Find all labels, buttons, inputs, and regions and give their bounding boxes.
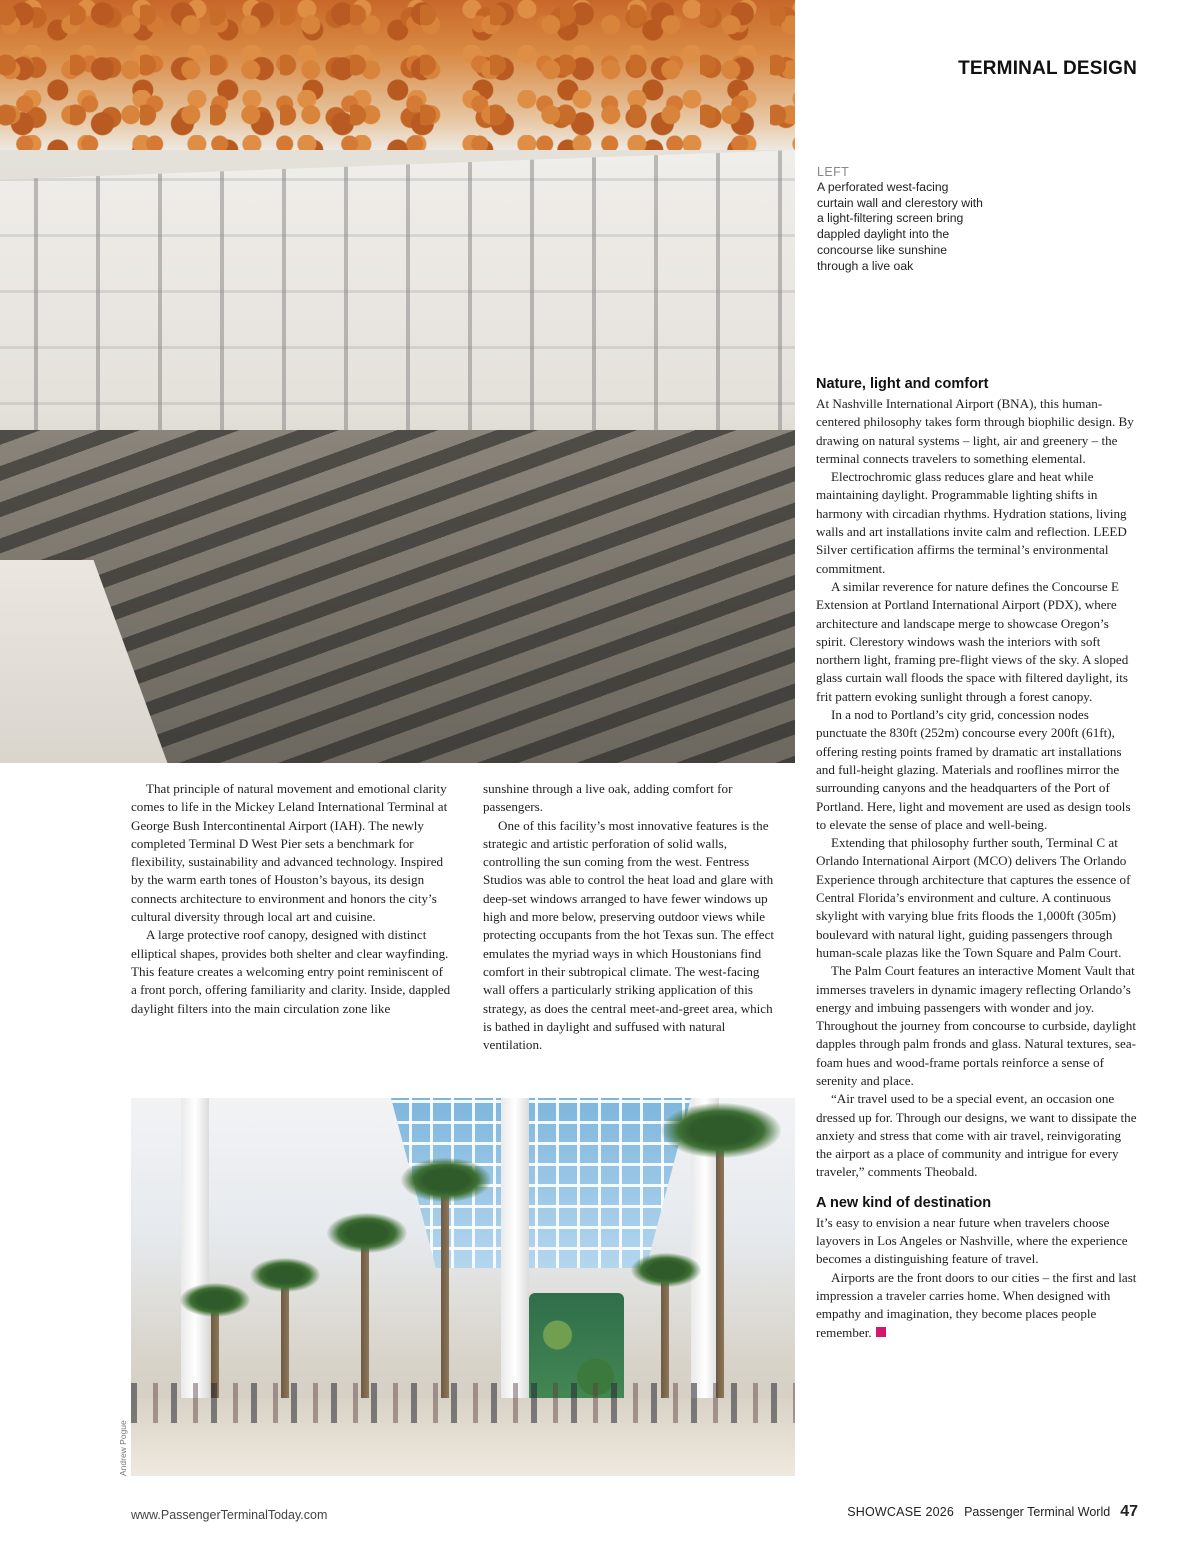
paragraph: One of this facility’s most innovative features is the strategic and artistic perforation of solid walls, controlling the sun coming from the west. Fentress Studios was able to control the heat load and glare with deep-set windows arranged to have fewer windows up high and more below, preserving outdoor views while protecting occupants from the hot Texas sun. The effect emulates the myriad ways in which Houstonians find comfort in their subtropical climate. The west-facing wall offers a particularly striking application of this strategy, as does the central meet-and-greet area, which is bathed in daylight and suffused with natural ventilation. [483,817,775,1053]
palm-trunk [361,1233,369,1398]
final-paragraph [816,1269,1138,1342]
palm-trunk [661,1268,669,1398]
body-column-a [131,780,451,1018]
paragraph: It’s easy to envision a near future when travelers choose layovers in Los Angeles or Nashville, where the experience becomes a distinguishing feature of travel. [816,1214,1128,1267]
paragraph: sunshine through a live oak, adding comfort for passengers. [483,781,733,815]
publication-name: Passenger Terminal World [964,1505,1111,1519]
footer-folio [847,1503,1138,1521]
palm-fronds [661,1103,781,1158]
page-number: 47 [1120,1503,1138,1520]
paragraph: At Nashville International Airport (BNA), this human-centered philosophy takes form through biophilic design. By drawing on natural systems – light, air and greenery – the terminal connects travelers to something elemental. [816,396,1134,466]
ceiling-canopy-art [0,0,795,150]
travelers [131,1383,795,1423]
column [181,1098,209,1398]
caption-label: LEFT [817,165,850,179]
paragraph: A large protective roof canopy, designed with distinct elliptical shapes, provides both shelter and clear wayfinding. This feature creates a welcoming entry point reminiscent of a front porch, offering familiarity and clarity. Inside, dappled daylight filters into the main circulation zone like [131,927,451,1016]
caption-text: A perforated west-facing curtain wall and clerestory with a light-filtering screen bring dappled daylight into the concourse like sunshine through a live oak [817,180,983,273]
photo-caption [817,165,987,274]
paragraph: That principle of natural movement and emotional clarity comes to life in the Mickey Leland International Terminal at George Bush Intercontinental Airport (IAH). The newly completed Terminal D West Pier sets a benchmark for flexibility, sustainability and advanced technology. Inspired by the warm earth tones of Houston’s bayous, its design connects architecture to environment and honors the city’s cultural diversity through local art and cuisine. [131,781,448,925]
palm-fronds [327,1213,407,1253]
palm-fronds [401,1158,491,1202]
body-column-b [483,780,783,1054]
concourse-photo [0,0,795,763]
palm-fronds [250,1258,320,1292]
paragraph: Extending that philosophy further south, Terminal C at Orlando International Airport (MCO) delivers The Orlando Experience through architecture that captures the essence of Central Florida’s environment and culture. A continuous skylight with varying blue frits floods the 1,000ft (305m) boulevard with natural light, guiding passengers through human-scale plazas like the Town Square and Palm Court. [816,835,1131,960]
paragraph: A similar reverence for nature defines the Concourse E Extension at Portland International Airport (PDX), where architecture and landscape merge to showcase Oregon’s spirit. Clerestory windows wash the interiors with soft northern light, framing pre-flight views of the sky. A sloped glass curtain wall floods the space with filtered daylight, its frit pattern evoking sunlight through a forest canopy. [816,578,1129,704]
orlando-terminal-photo [131,1098,795,1476]
palm-trunk [716,1118,724,1398]
final-paragraph-text: Airports are the front doors to our cities – the first and last impression a traveler carries home. When designed with empathy and imagination, they become places people remember. [816,1269,1137,1340]
paragraph: The Palm Court features an interactive Moment Vault that immerses travelers in dynamic imagery reflecting Orlando’s energy and imbuing passengers with wonder and joy. Throughout the journey from concourse to curbside, daylight dapples through palm fronds and glass. Natural textures, sea-foam hues and wood-frame portals reinforce a sense of serenity and place. [816,963,1136,1088]
palm-fronds [180,1283,250,1317]
heading-new-kind-of-destination: A new kind of destination [816,1194,992,1211]
paragraph: In a nod to Portland’s city grid, concession nodes punctuate the 830ft (252m) concourse every 200ft (61ft), offering resting points framed by dramatic art installations and full-height glazing. Materials and rooflines mirror the surrounding canyons and the headquarters of the Port of Portland. Here, light and movement are used as design tools to elevate the sense of place and well-being. [816,707,1131,832]
issue-name: SHOWCASE 2026 [847,1505,955,1519]
column [501,1098,529,1398]
paragraph: Electrochromic glass reduces glare and heat while maintaining daylight. Programmable lighting shifts in harmony with circadian rhythms. Hydration stations, living walls and art installations invite calm and reflection. LEED Silver certification affirms the terminal’s environmental commitment. [816,469,1127,576]
heading-nature-light-comfort: Nature, light and comfort [816,376,989,392]
palm-fronds [631,1253,701,1287]
section-label: TERMINAL DESIGN [958,58,1137,79]
quote-paragraph: “Air travel used to be a special event, an occasion one dressed up for. Through our designs, we want to dissipate the anxiety and stress that come with air travel, reinvigorating the airport as a place of community and intrigue for every traveler,” comments Theobald. [816,1091,1137,1180]
photo-credit: Andrew Pogue [118,1420,128,1476]
palm-trunk [441,1178,449,1398]
footer-website: www.PassengerTerminalToday.com [131,1508,328,1522]
right-column [816,374,1138,1342]
end-of-article-mark [876,1327,886,1337]
